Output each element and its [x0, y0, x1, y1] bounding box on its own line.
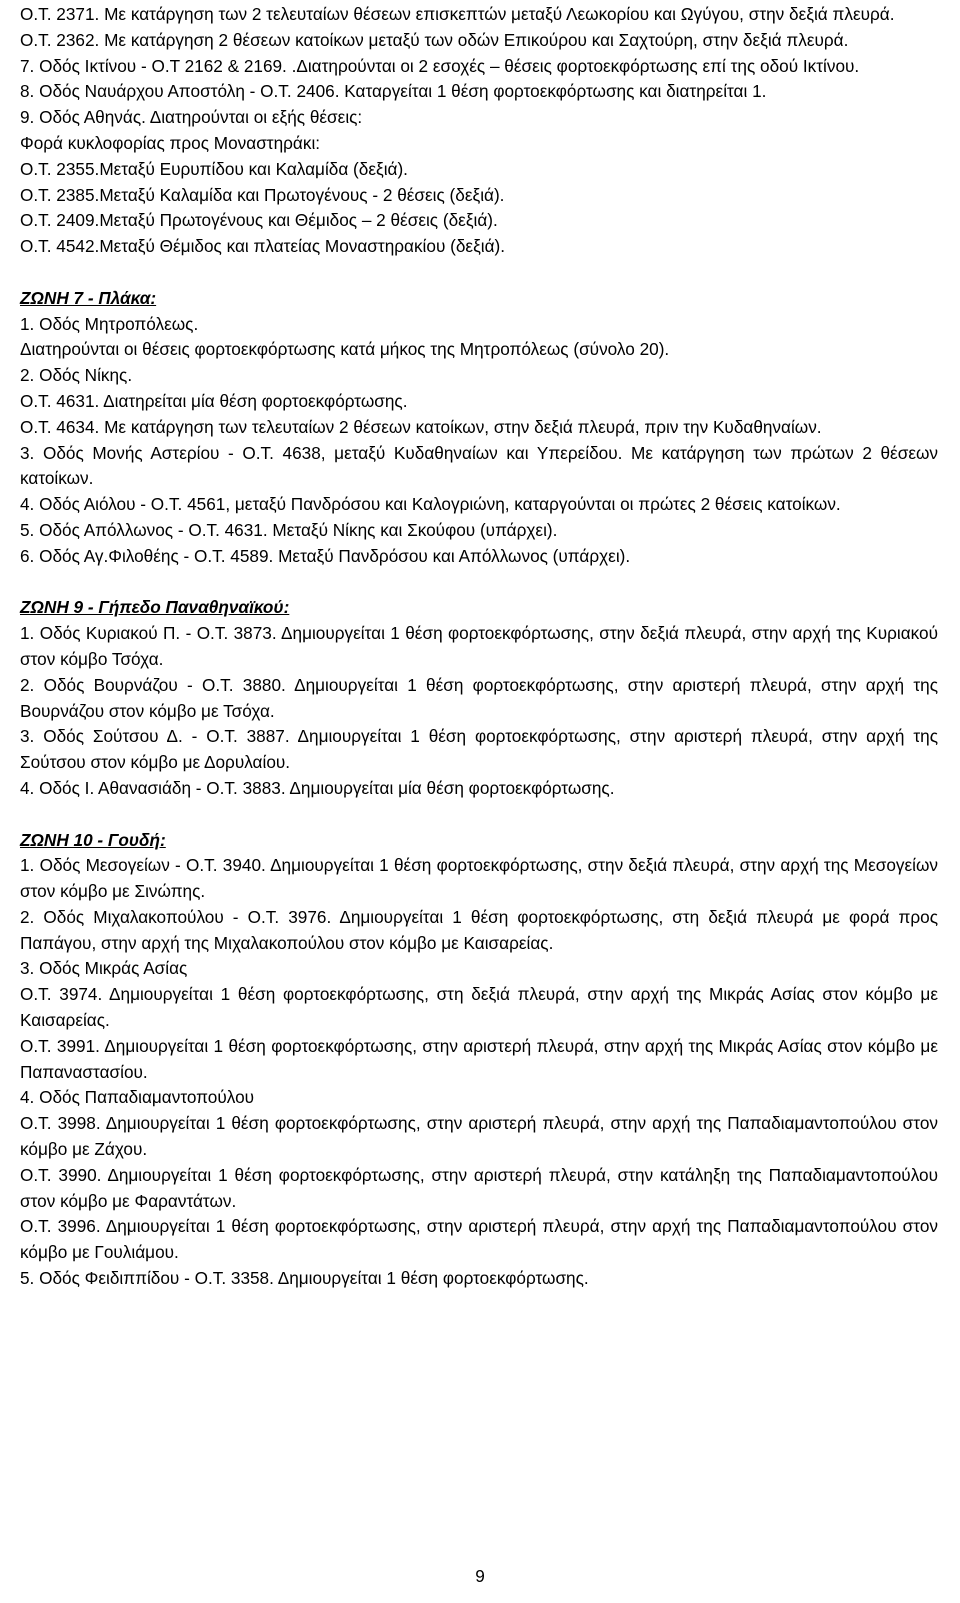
paragraph-mitropoleos-positions: Διατηρούνται οι θέσεις φορτοεκφόρτωσης κατά μήκος της Μητροπόλεως (σύνολο 20). [20, 339, 670, 360]
paragraph-soutsou: 3. Οδός Σούτσου Δ. - Ο.Τ. 3887. Δημιουργείται 1 θέση φορτοεκφόρτωσης, στην αριστερή πλευρά, στην αρχή της Σούτσου στον κόμβο με Δορυλαίου. [20, 726, 938, 773]
paragraph-ot-4631: Ο.Τ. 4631. Διατηρείται μία θέση φορτοεκφόρτωσης. [20, 390, 408, 411]
zone-9-heading: ΖΩΝΗ 9 - Γήπεδο Παναθηναϊκού: [20, 597, 290, 618]
paragraph-direction-monastiraki: Φορά κυκλοφορίας προς Μοναστηράκι: [20, 132, 321, 153]
paragraph-ot-3991: Ο.Τ. 3991. Δημιουργείται 1 θέση φορτοεκφόρτωσης, στην αριστερή πλευρά, στην αρχή της Μικράς Ασίας στον κόμβο με Παπαναστασίου. [20, 1035, 938, 1082]
paragraph-ot-2385: Ο.Τ. 2385.Μεταξύ Καλαμίδα και Πρωτογένους - 2 θέσεις (δεξιά). [20, 184, 505, 205]
paragraph-ot-4542: Ο.Τ. 4542.Μεταξύ Θέμιδος και πλατείας Μοναστηρακίου (δεξιά). [20, 236, 506, 257]
paragraph-kyriakou: 1. Οδός Κυριακού Π. - Ο.Τ. 3873. Δημιουργείται 1 θέση φορτοεκφόρτωσης, στην δεξιά πλευρά, στην αρχή της Κυριακού στον κόμβο Τσόχα. [20, 623, 938, 669]
paragraph-ot-2409: Ο.Τ. 2409.Μεταξύ Πρωτογένους και Θέμιδος – 2 θέσεις (δεξιά). [20, 210, 498, 231]
zone-7-heading: ΖΩΝΗ 7 - Πλάκα: [20, 287, 157, 308]
paragraph-nikis: 2. Οδός Νίκης. [20, 365, 133, 386]
paragraph-ot-3990: Ο.Τ. 3990. Δημιουργείται 1 θέση φορτοεκφόρτωσης, στην αριστερή πλευρά, στην κατάληξη της Παπαδιαμαντοπούλου στον κόμβο με Φαραντάτων. [20, 1164, 938, 1211]
paragraph-ot-2371: Ο.Τ. 2371. Με κατάργηση των 2 τελευταίων θέσεων επισκεπτών μεταξύ Λεωκορίου και Ωγύγου, στην δεξιά πλευρά. [20, 4, 895, 24]
paragraph-ot-2362: Ο.Τ. 2362. Με κατάργηση 2 θέσεων κατοίκων μεταξύ των οδών Επικούρου και Σαχτούρη, στην δεξιά πλευρά. [20, 29, 849, 50]
paragraph-apollonos: 5. Οδός Απόλλωνος - Ο.Τ. 4631. Μεταξύ Νίκης και Σκούφου (υπάρχει). [20, 519, 558, 540]
paragraph-aiolou: 4. Οδός Αιόλου - Ο.Τ. 4561, μεταξύ Πανδρόσου και Καλογριώνη, καταργούνται οι πρώτες 2 θέσεις κατοίκων. [20, 494, 841, 515]
paragraph-athinas: 9. Οδός Αθηνάς. Διατηρούνται οι εξής θέσεις: [20, 107, 363, 128]
paragraph-ot-2355: Ο.Τ. 2355.Μεταξύ Ευρυπίδου και Καλαμίδα (δεξιά). [20, 158, 408, 179]
paragraph-athanasiadi: 4. Οδός Ι. Αθανασιάδη - Ο.Τ. 3883. Δημιουργείται μία θέση φορτοεκφόρτωσης. [20, 777, 615, 798]
paragraph-ot-3974: Ο.Τ. 3974. Δημιουργείται 1 θέση φορτοεκφόρτωσης, στη δεξιά πλευρά, στην αρχή της Μικράς Ασίας στον κόμβο με Καισαρείας. [20, 984, 938, 1031]
blank-line [20, 802, 938, 828]
zone-10-heading: ΖΩΝΗ 10 - Γουδή: [20, 829, 166, 850]
paragraph-navarchou-apostoli: 8. Οδός Ναυάρχου Αποστόλη - Ο.Τ. 2406. Καταργείται 1 θέση φορτοεκφόρτωσης και διατηρείται 1. [20, 81, 767, 102]
paragraph-ag-filothei: 6. Οδός Αγ.Φιλοθέης - Ο.Τ. 4589. Μεταξύ Πανδρόσου και Απόλλωνος (υπάρχει). [20, 545, 631, 566]
paragraph-ot-3998: Ο.Τ. 3998. Δημιουργείται 1 θέση φορτοεκφόρτωσης, στην αριστερή πλευρά, στην αρχή της Παπαδιαμαντοπούλου στον κόμβο με Ζάχου. [20, 1113, 938, 1160]
paragraph-vournazou: 2. Οδός Βουρνάζου - Ο.Τ. 3880. Δημιουργείται 1 θέση φορτοεκφόρτωσης, στην αριστερή πλευρά, στην αρχή της Βουρνάζου στον κόμβο με Τσόχα. [20, 674, 938, 721]
paragraph-iktinou: 7. Οδός Ικτίνου - Ο.Τ 2162 & 2169. .Διατηρούνται οι 2 εσοχές – θέσεις φορτοεκφόρτωσης επί της οδού Ικτίνου. [20, 55, 860, 76]
paragraph-feidippidou: 5. Οδός Φειδιππίδου - Ο.Τ. 3358. Δημιουργείται 1 θέση φορτοεκφόρτωσης. [20, 1268, 589, 1289]
paragraph-ot-3996: Ο.Τ. 3996. Δημιουργείται 1 θέση φορτοεκφόρτωσης, στην αριστερή πλευρά, στην αρχή της Παπαδιαμαντοπούλου στον κόμβο με Γουλιάμου. [20, 1216, 938, 1263]
blank-line [20, 260, 938, 286]
paragraph-mesogeion: 1. Οδός Μεσογείων - Ο.Τ. 3940. Δημιουργείται 1 θέση φορτοεκφόρτωσης, στην δεξιά πλευρά, στην αρχή της Μεσογείων στον κόμβο με Σινώπης. [20, 855, 938, 902]
page-number: 9 [475, 1566, 485, 1586]
paragraph-papadiamantopoulou: 4. Οδός Παπαδιαμαντοπούλου [20, 1087, 255, 1108]
paragraph-monis-asteriou: 3. Οδός Μονής Αστερίου - Ο.Τ. 4638, μεταξύ Κυδαθηναίων και Υπερείδου. Με κατάργηση των πρώτων 2 θέσεων κατοίκων. [20, 442, 938, 489]
paragraph-mitropoleos: 1. Οδός Μητροπόλεως. [20, 313, 199, 334]
blank-line [20, 570, 938, 596]
paragraph-michalakopoulou: 2. Οδός Μιχαλακοπούλου - Ο.Τ. 3976. Δημιουργείται 1 θέση φορτοεκφόρτωσης, στη δεξιά πλευρά με φορά προς Παπάγου, στην αρχή της Μιχαλακοπούλου στον κόμβο με Καισαρείας. [20, 906, 938, 953]
paragraph-ot-4634: Ο.Τ. 4634. Με κατάργηση των τελευταίων 2 θέσεων κατοίκων, στην δεξιά πλευρά, πριν την Κυδαθηναίων. [20, 416, 822, 437]
paragraph-mikras-asias: 3. Οδός Μικράς Ασίας [20, 958, 188, 979]
